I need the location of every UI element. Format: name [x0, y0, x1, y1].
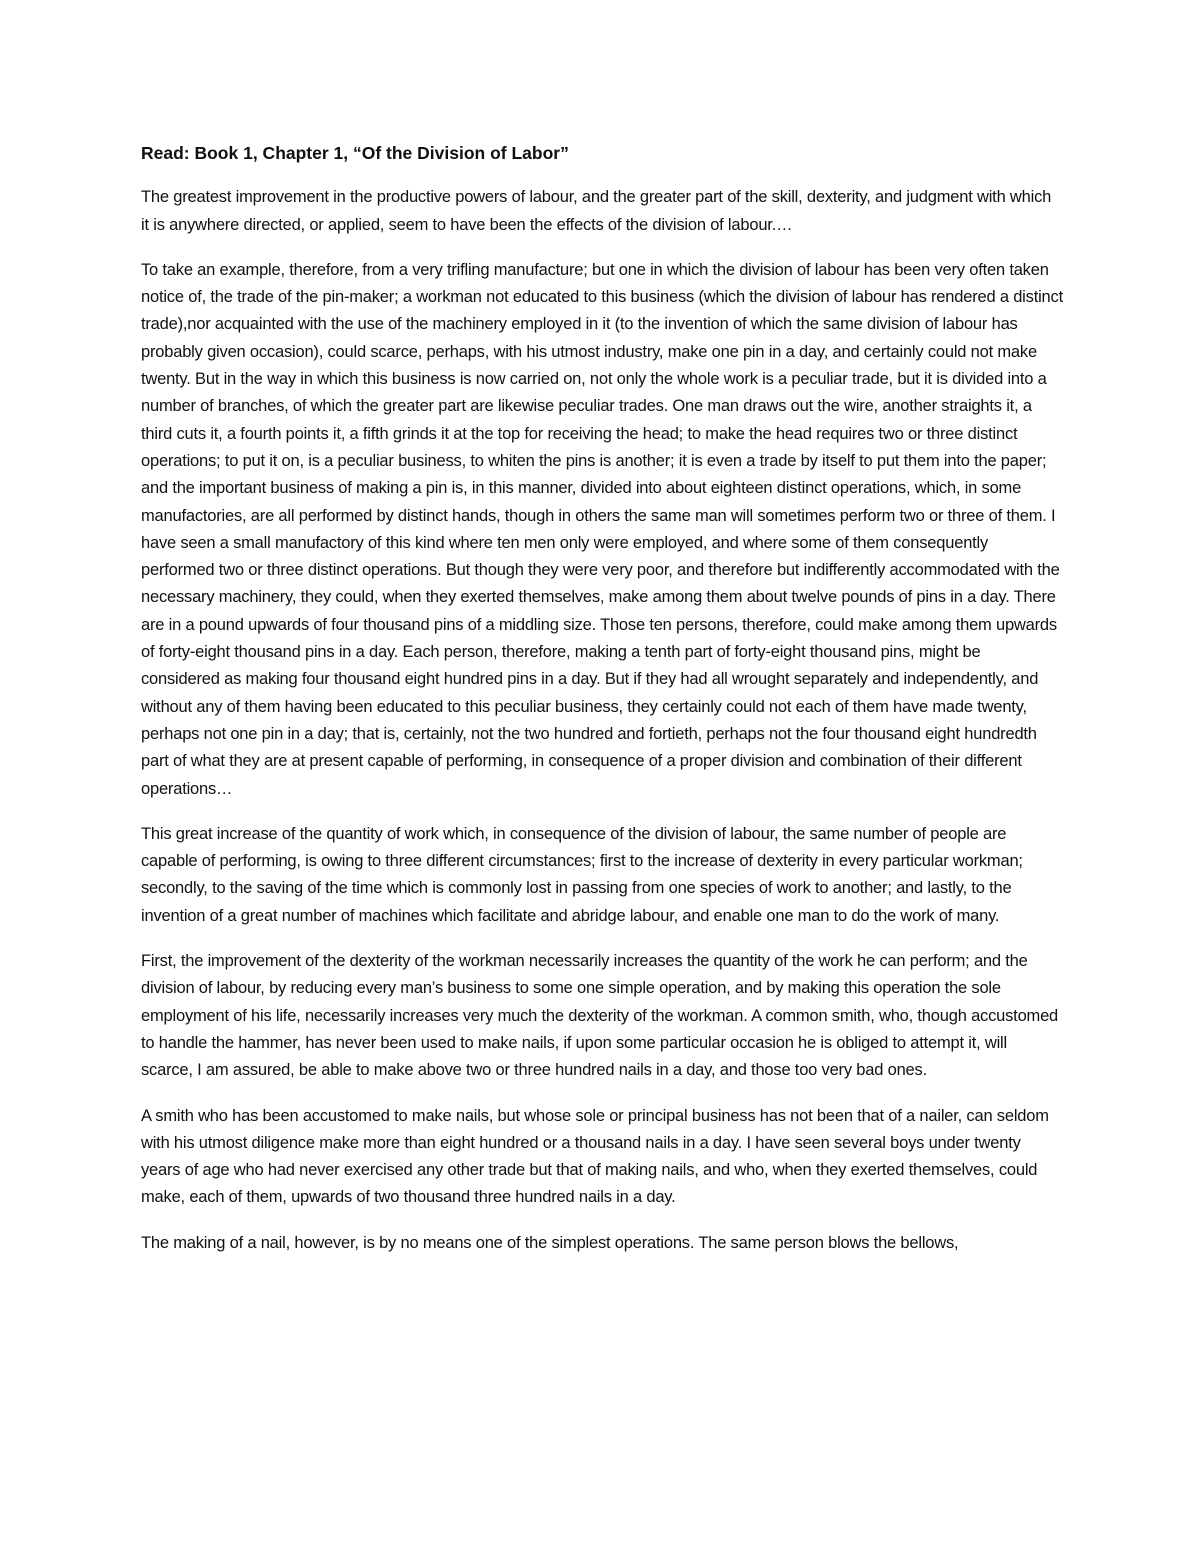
- document-heading: Read: Book 1, Chapter 1, “Of the Division of Labor”: [141, 143, 569, 163]
- paragraph-making-a-nail: The making of a nail, however, is by no means one of the simplest operations. The same person blows the bellows,: [141, 1233, 959, 1252]
- paragraph-dexterity: First, the improvement of the dexterity of the workman necessarily increases the quantity of the work he can perform; and the division of labour, by reducing every man’s business to some one simple operation, and by making this operation the sole employment of his life, necessarily increases very much the dexterity of the workman. A common smith, who, though accustomed to handle the hammer, has never been used to make nails, if upon some particular occasion he is obliged to attempt it, will scarce, I am assured, be able to make above two or three hundred nails in a day, and those too very bad ones.: [141, 952, 1059, 1080]
- document-page: [141, 140, 1063, 1275]
- paragraph-intro: The greatest improvement in the productive powers of labour, and the greater part of the skill, dexterity, and judgment with which it is anywhere directed, or applied, seem to have been the effects of the division of labour.…: [141, 188, 1052, 234]
- paragraph-nail-smith: A smith who has been accustomed to make nails, but whose sole or principal business has not been that of a nailer, can seldom with his utmost diligence make more than eight hundred or a thousand nails in a day. I have seen several boys under twenty years of age who had never exercised any other trade but that of making nails, and who, when they exerted themselves, could make, each of them, upwards of two thousand three hundred nails in a day.: [141, 1106, 1049, 1207]
- paragraph-three-circumstances: This great increase of the quantity of work which, in consequence of the division of labour, the same number of people are capable of performing, is owing to three different circumstances; first to the increase of dexterity in every particular workman; secondly, to the saving of the time which is commonly lost in passing from one species of work to another; and lastly, to the invention of a great number of machines which facilitate and abridge labour, and enable one man to do the work of many.: [141, 824, 1023, 925]
- paragraph-pin-maker: To take an example, therefore, from a very trifling manufacture; but one in which the division of labour has been very often taken notice of, the trade of the pin-maker; a workman not educated to this business (which the division of labour has rendered a distinct trade),nor acquainted with the use of the machinery employed in it (to the invention of which the same division of labour has probably given occasion), could scarce, perhaps, with his utmost industry, make one pin in a day, and certainly could not make twenty. But in the way in which this business is now carried on, not only the whole work is a peculiar trade, but it is divided into a number of branches, of which the greater part are likewise peculiar trades. One man draws out the wire, another straights it, a third cuts it, a fourth points it, a fifth grinds it at the top for receiving the head; to make the head requires two or three distinct operations; to put it on, is a peculiar business, to whiten the pins is another; it is even a trade by itself to put them into the paper; and the important business of making a pin is, in this manner, divided into about eighteen distinct operations, which, in some manufactories, are all performed by distinct hands, though in others the same man will sometimes perform two or three of them. I have seen a small manufactory of this kind where ten men only were employed, and where some of them consequently performed two or three distinct operations. But though they were very poor, and therefore but indifferently accommodated with the necessary machinery, they could, when they exerted themselves, make among them about twelve pounds of pins in a day. There are in a pound upwards of four thousand pins of a middling size. Those ten persons, therefore, could make among them upwards of forty-eight thousand pins in a day. Each person, therefore, making a tenth part of forty-eight thousand pins, might be considered as making four thousand eight hundred pins in a day. But if they had all wrought separately and independently, and without any of them having been educated to this peculiar business, they certainly could not each of them have made twenty, perhaps not one pin in a day; that is, certainly, not the two hundred and fortieth, perhaps not the four thousand eight hundredth part of what they are at present capable of performing, in consequence of a proper division and combination of their different operations…: [141, 260, 1063, 798]
